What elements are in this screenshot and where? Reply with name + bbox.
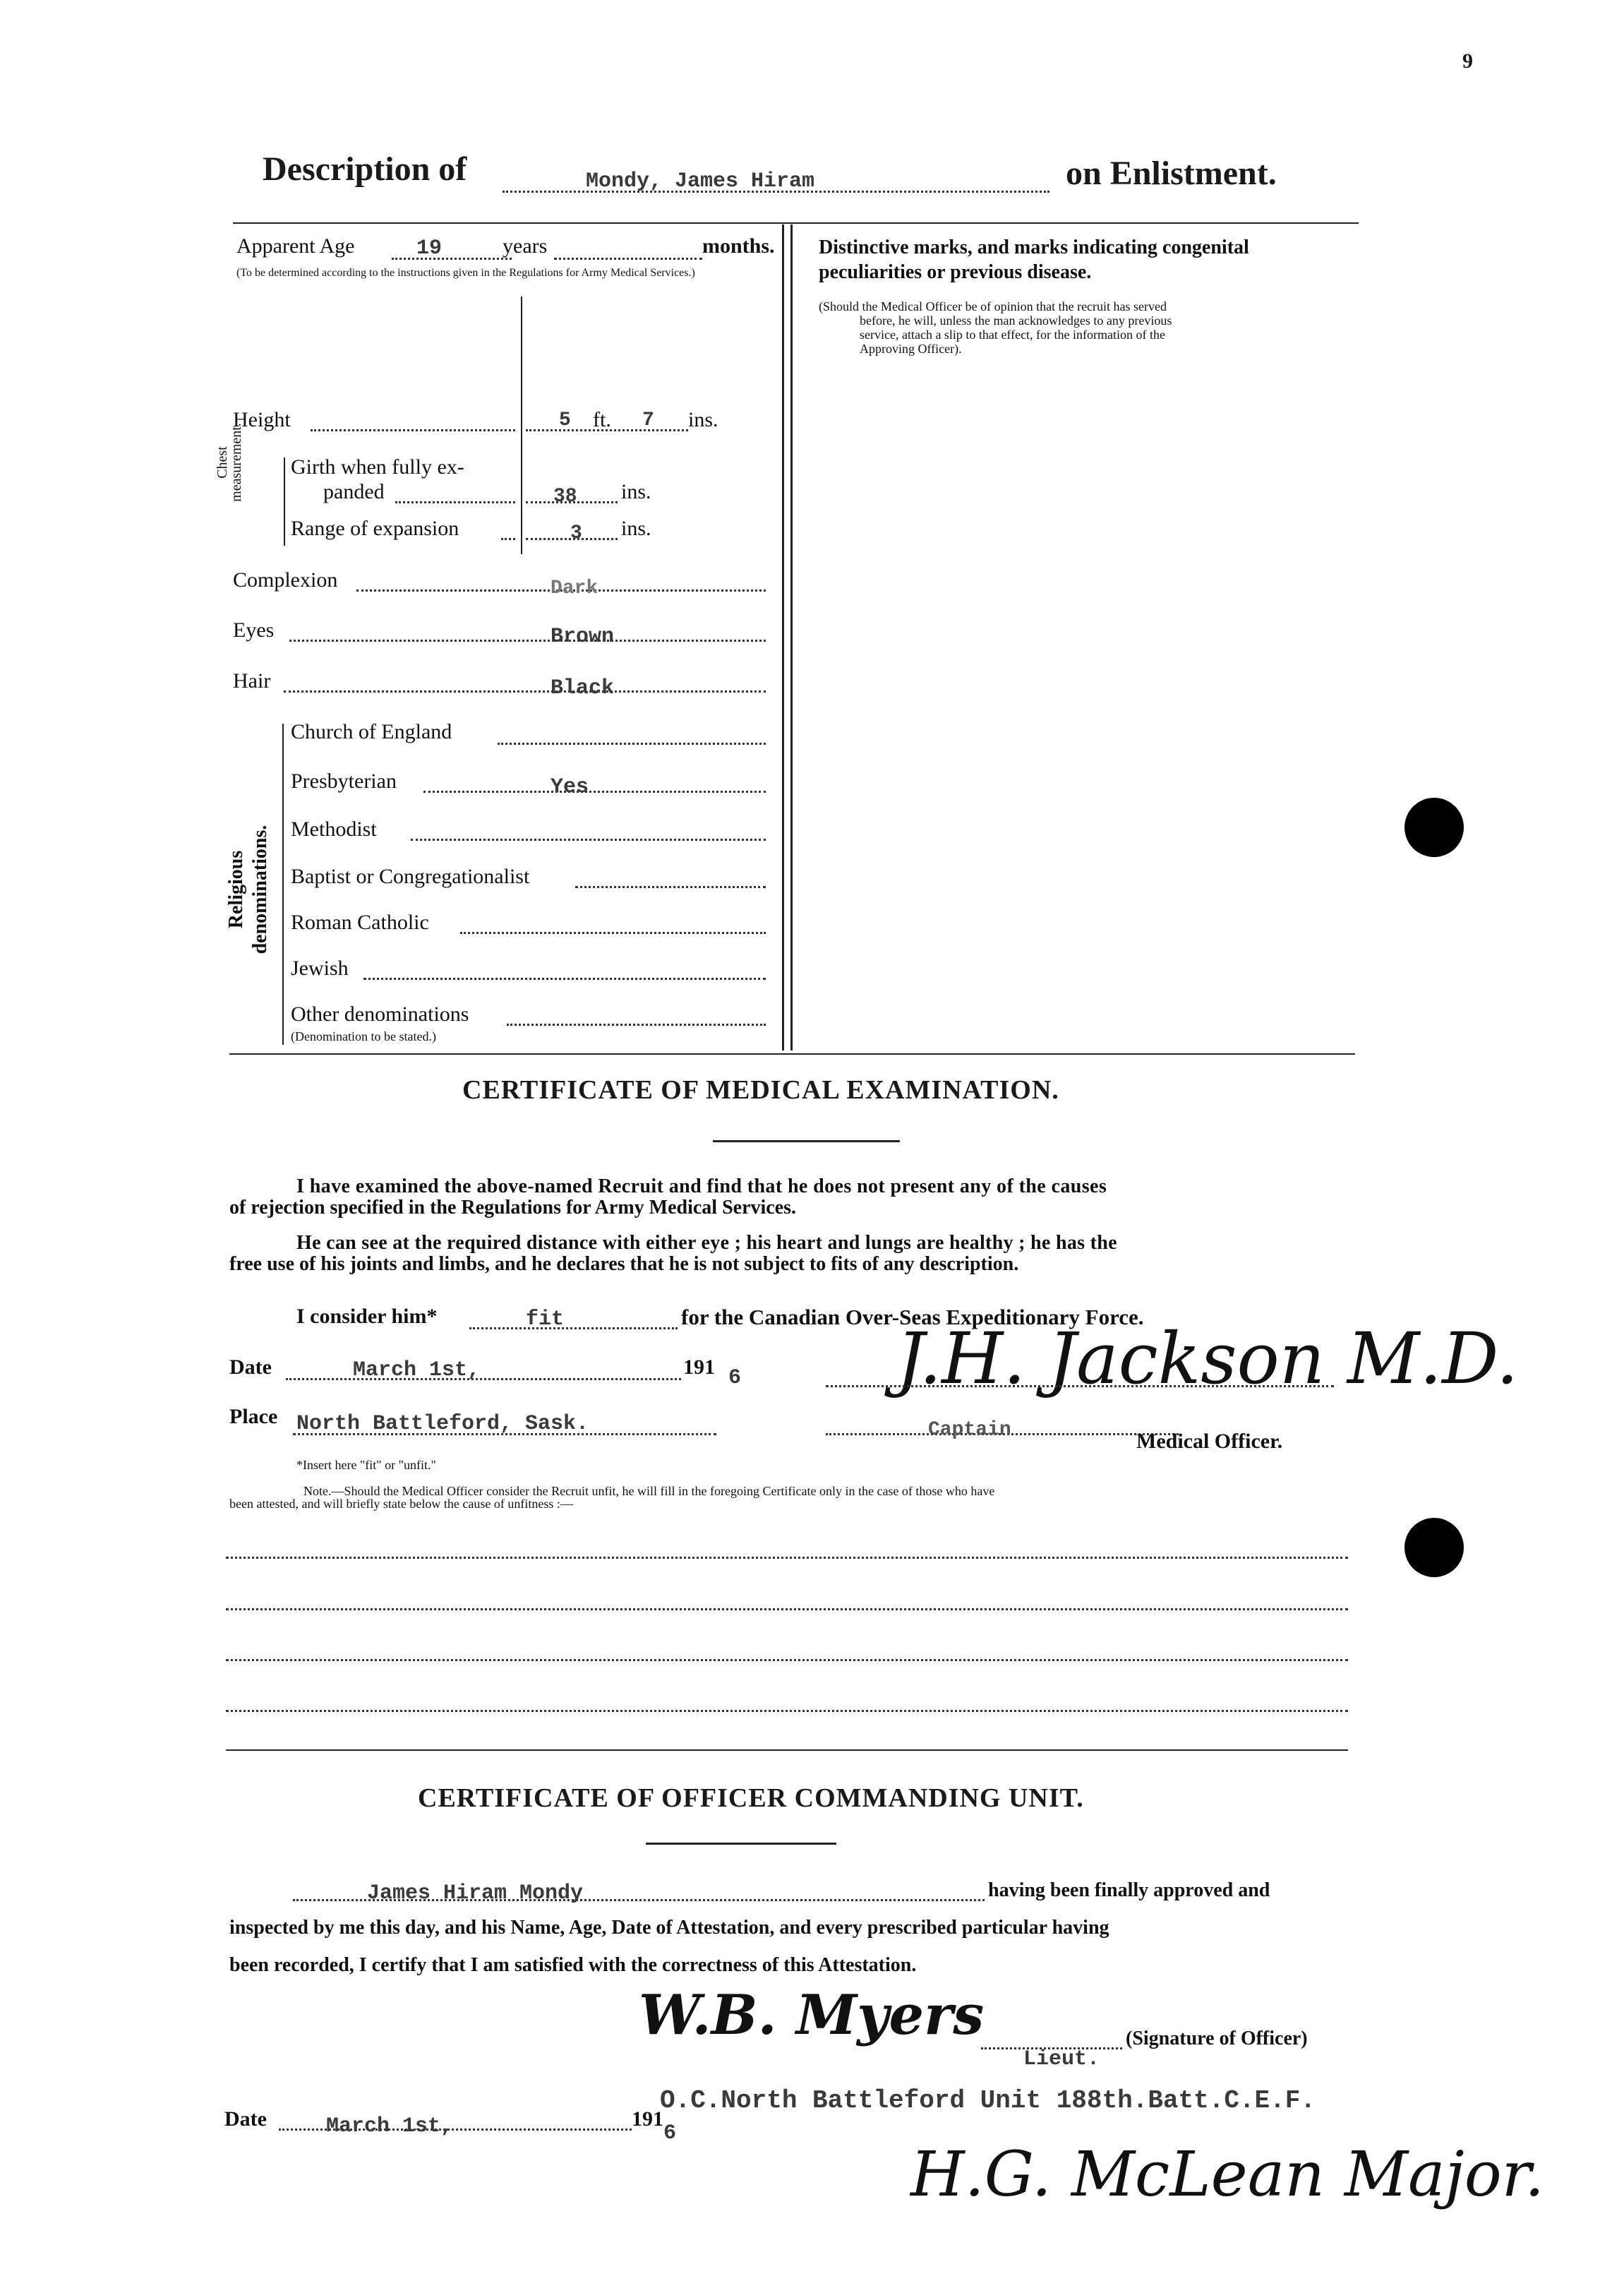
title-description-of: Description of	[263, 150, 467, 188]
commanding-text-3: been recorded, I certify that I am satisfied with the correctness of this Attestation.	[229, 1954, 917, 1976]
eyes-value: Brown	[551, 625, 615, 649]
height-label: Height	[233, 408, 291, 431]
unfitness-line-4	[226, 1710, 1348, 1712]
title-on-enlistment: on Enlistment.	[1066, 155, 1277, 192]
church-dots	[498, 743, 766, 745]
commanding-year-suffix: 6	[663, 2121, 677, 2145]
baptist-dots	[575, 886, 766, 888]
place-dots	[293, 1433, 716, 1435]
force-label: for the Canadian Over-Seas Expeditionary Force.	[681, 1305, 1144, 1329]
complexion-value: Dark	[551, 577, 599, 599]
commanding-title-rule	[646, 1843, 836, 1845]
consider-value: fit	[526, 1307, 565, 1331]
value-column-divider	[521, 297, 522, 554]
methodist-dots	[411, 839, 766, 841]
religion-other: Other denominations	[291, 1002, 469, 1026]
signature-dots-1	[826, 1385, 1334, 1387]
header-rule	[233, 222, 1359, 224]
jewish-dots	[363, 978, 766, 980]
medical-date-value: March 1st,	[353, 1358, 481, 1382]
medical-date-dots	[286, 1378, 681, 1380]
range-dots	[501, 538, 515, 540]
months-dots	[554, 258, 702, 260]
unfitness-line-3	[226, 1659, 1348, 1661]
commanding-date-label: Date	[224, 2107, 267, 2131]
height-ft-value: 5	[559, 409, 571, 431]
punch-hole-bottom	[1405, 1518, 1464, 1577]
girth-value: 38	[553, 486, 577, 508]
signature-of-officer-label: (Signature of Officer)	[1126, 2028, 1308, 2049]
medical-officer-label: Medical Officer.	[1136, 1430, 1283, 1453]
age-dots	[392, 258, 512, 260]
religion-bracket	[282, 724, 284, 1045]
main-divider-2	[790, 224, 793, 1050]
distinctive-note-4: Approving Officer).	[860, 342, 962, 356]
religion-other-note: (Denomination to be stated.)	[291, 1029, 436, 1043]
commanding-officer-rank: Lieut.	[1023, 2047, 1100, 2071]
main-divider-1	[782, 224, 784, 1050]
commanding-date-value: March 1st,	[326, 2114, 454, 2138]
religion-roman-catholic: Roman Catholic	[291, 911, 429, 934]
consider-label: I consider him*	[296, 1305, 438, 1328]
other-dots	[507, 1024, 766, 1026]
medical-year-suffix: 6	[728, 1366, 742, 1390]
ft-label: ft.	[593, 408, 611, 431]
distinctive-note-1: (Should the Medical Officer be of opinion that the recruit has served	[819, 299, 1167, 313]
eyes-label: Eyes	[233, 618, 275, 642]
hair-label: Hair	[233, 669, 271, 693]
chest-bracket	[284, 457, 285, 546]
unfitness-line-1	[226, 1557, 1348, 1559]
presbyterian-dots	[423, 791, 766, 793]
commanding-year-prefix: 191	[632, 2107, 663, 2131]
girth-label: Girth when fully ex-	[291, 455, 464, 479]
medical-year-prefix: 191	[683, 1355, 715, 1379]
place-label: Place	[229, 1405, 278, 1428]
years-label: years	[503, 234, 548, 258]
recruit-name: Mondy, James Hiram	[586, 169, 815, 193]
range-value: 3	[570, 522, 582, 544]
religion-church-of-england: Church of England	[291, 720, 452, 743]
religion-presbyterian-value: Yes	[551, 775, 589, 799]
commanding-unit: O.C.North Battleford Unit 188th.Batt.C.E.F.	[660, 2086, 1316, 2115]
height-in-value: 7	[642, 409, 654, 431]
religion-methodist: Methodist	[291, 818, 377, 841]
consider-dots	[469, 1327, 678, 1329]
distinctive-note-2: before, he will, unless the man acknowledges to any previous	[860, 313, 1172, 328]
commanding-text-2: inspected by me this day, and his Name, Age, Date of Attestation, and every prescribed particular having	[229, 1917, 1109, 1939]
girth-unit: ins.	[621, 480, 651, 503]
complexion-label: Complexion	[233, 568, 338, 592]
distinctive-heading-2: peculiarities or previous disease.	[819, 261, 1092, 283]
age-note	[236, 267, 773, 279]
insert-note: *Insert here "fit" or "unfit."	[296, 1458, 436, 1472]
religion-presbyterian: Presbyterian	[291, 770, 397, 793]
medical-officer-signature: J.H. Jackson M.D.	[896, 1317, 1519, 1400]
catholic-dots	[460, 932, 766, 934]
section-rule-1	[229, 1053, 1355, 1055]
place-value: North Battleford, Sask.	[296, 1412, 589, 1436]
distinctive-note-3: service, attach a slip to that effect, for the information of the	[860, 328, 1166, 342]
medical-date-label: Date	[229, 1355, 272, 1379]
medical-officer-rank: Captain	[928, 1419, 1011, 1441]
range-unit: ins.	[621, 517, 651, 540]
age-note-text: (To be determined according to the instructions given in the Regulations for Army Medical Services.)	[236, 267, 695, 279]
major-signature: H.G. McLean Major.	[910, 2138, 1545, 2210]
range-label: Range of expansion	[291, 517, 459, 540]
medical-para2-line2: free use of his joints and limbs, and he declares that he is not subject to fits of any description.	[229, 1253, 1019, 1275]
religion-heading: Religious denominations.	[225, 825, 271, 954]
eyes-dots	[289, 640, 766, 642]
medical-para1-line2: of rejection specified in the Regulations for Army Medical Services.	[229, 1197, 797, 1219]
medical-title-rule	[713, 1140, 900, 1142]
medical-para1-line1: I have examined the above-named Recruit and find that he does not present any of the causes	[296, 1175, 1107, 1197]
girth-dots	[395, 501, 515, 503]
chest-label: Chest measurement.	[215, 423, 244, 502]
section-rule-2	[226, 1749, 1348, 1751]
apparent-age-label: Apparent Age	[236, 234, 355, 258]
girth-label-2: panded	[323, 480, 385, 503]
religion-jewish: Jewish	[291, 957, 349, 980]
ins-label: ins.	[688, 408, 718, 431]
hair-dots	[284, 690, 766, 693]
height-dots	[311, 429, 515, 431]
commanding-recruit-name: James Hiram Mondy	[367, 1881, 584, 1905]
medical-title: CERTIFICATE OF MEDICAL EXAMINATION.	[462, 1075, 1059, 1105]
note-line-1: Note.—Should the Medical Officer consider the Recruit unfit, he will fill in the foregoing Certificate only in the case of those who have	[303, 1484, 995, 1498]
months-label: months.	[702, 234, 775, 258]
commanding-title: CERTIFICATE OF OFFICER COMMANDING UNIT.	[418, 1783, 1084, 1813]
commanding-text-1: having been finally approved and	[988, 1879, 1270, 1901]
page-number: 9	[1462, 49, 1473, 73]
note-line-2: been attested, and will briefly state below the cause of unfitness :—	[229, 1497, 573, 1511]
hair-value: Black	[551, 676, 615, 700]
unfitness-line-2	[226, 1608, 1348, 1610]
medical-para2-line1: He can see at the required distance with either eye ; his heart and lungs are healthy ; he has the	[296, 1232, 1117, 1254]
apparent-age-value: 19	[416, 237, 443, 261]
distinctive-heading-1: Distinctive marks, and marks indicating congenital	[819, 237, 1249, 258]
punch-hole-top	[1405, 798, 1464, 857]
commanding-officer-signature: W.B. Myers	[639, 1983, 985, 2047]
religion-baptist: Baptist or Congregationalist	[291, 865, 530, 888]
